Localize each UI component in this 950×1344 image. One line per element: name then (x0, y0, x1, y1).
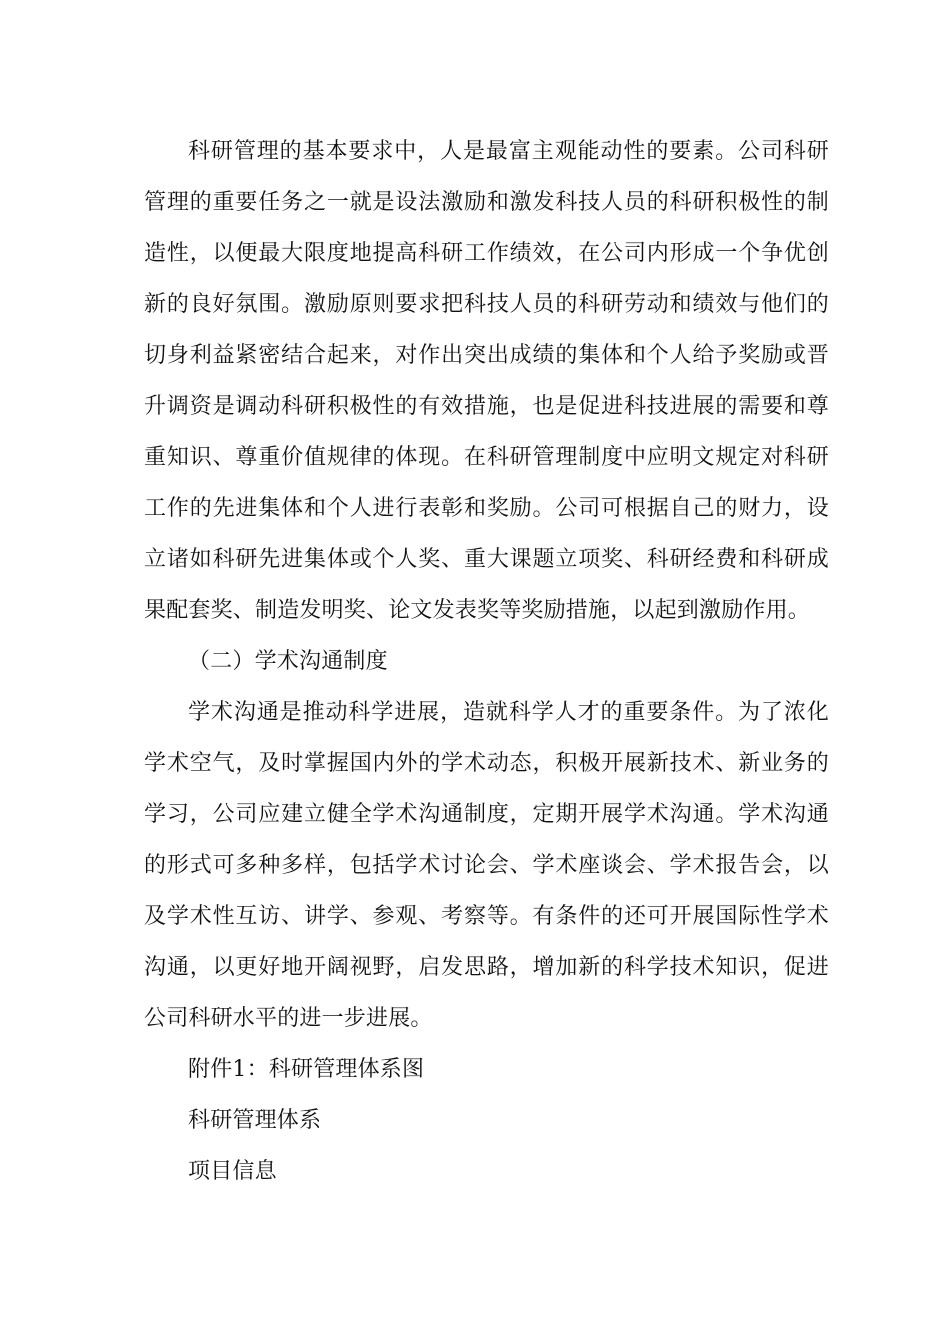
document-body (144, 126, 829, 1197)
project-info-line: 项目信息 (188, 1159, 277, 1184)
section-heading-academic-communication: （二）学术沟通制度 (188, 649, 388, 674)
system-title-line: 科研管理体系 (188, 1108, 322, 1133)
paragraph-academic-communication: 学术沟通是推动科学进展，造就科学人才的重要条件。为了浓化学术空气，及时掌握国内外的学术动态，积极开展新技术、新业务的学习，公司应建立健全学术沟通制度，定期开展学术沟通。学术沟通的形式可多种多样，包括学术讨论会、学术座谈会、学术报告会，以及学术性互访、讲学、参观、考察等。有条件的还可开展国际性学术沟通，以更好地开阔视野，启发思路，增加新的科学技术知识，促进公司科研水平的进一步进展。 (144, 700, 829, 1031)
appendix-line: 附件1：科研管理体系图 (188, 1057, 425, 1082)
paragraph-incentive: 科研管理的基本要求中，人是最富主观能动性的要素。公司科研管理的重要任务之一就是设法激励和激发科技人员的科研积极性的制造性，以便最大限度地提高科研工作绩效，在公司内形成一个争优创新的良好氛围。激励原则要求把科技人员的科研劳动和绩效与他们的切身利益紧密结合起来，对作出突出成绩的集体和个人给予奖励或晋升调资是调动科研积极性的有效措施，也是促进科技进展的需要和尊重知识、尊重价值规律的体现。在科研管理制度中应明文规定对科研工作的先进集体和个人进行表彰和奖励。公司可根据自己的财力，设立诸如科研先进集体或个人奖、重大课题立项奖、科研经费和科研成果配套奖、制造发明奖、论文发表奖等奖励措施，以起到激励作用。 (144, 139, 829, 623)
